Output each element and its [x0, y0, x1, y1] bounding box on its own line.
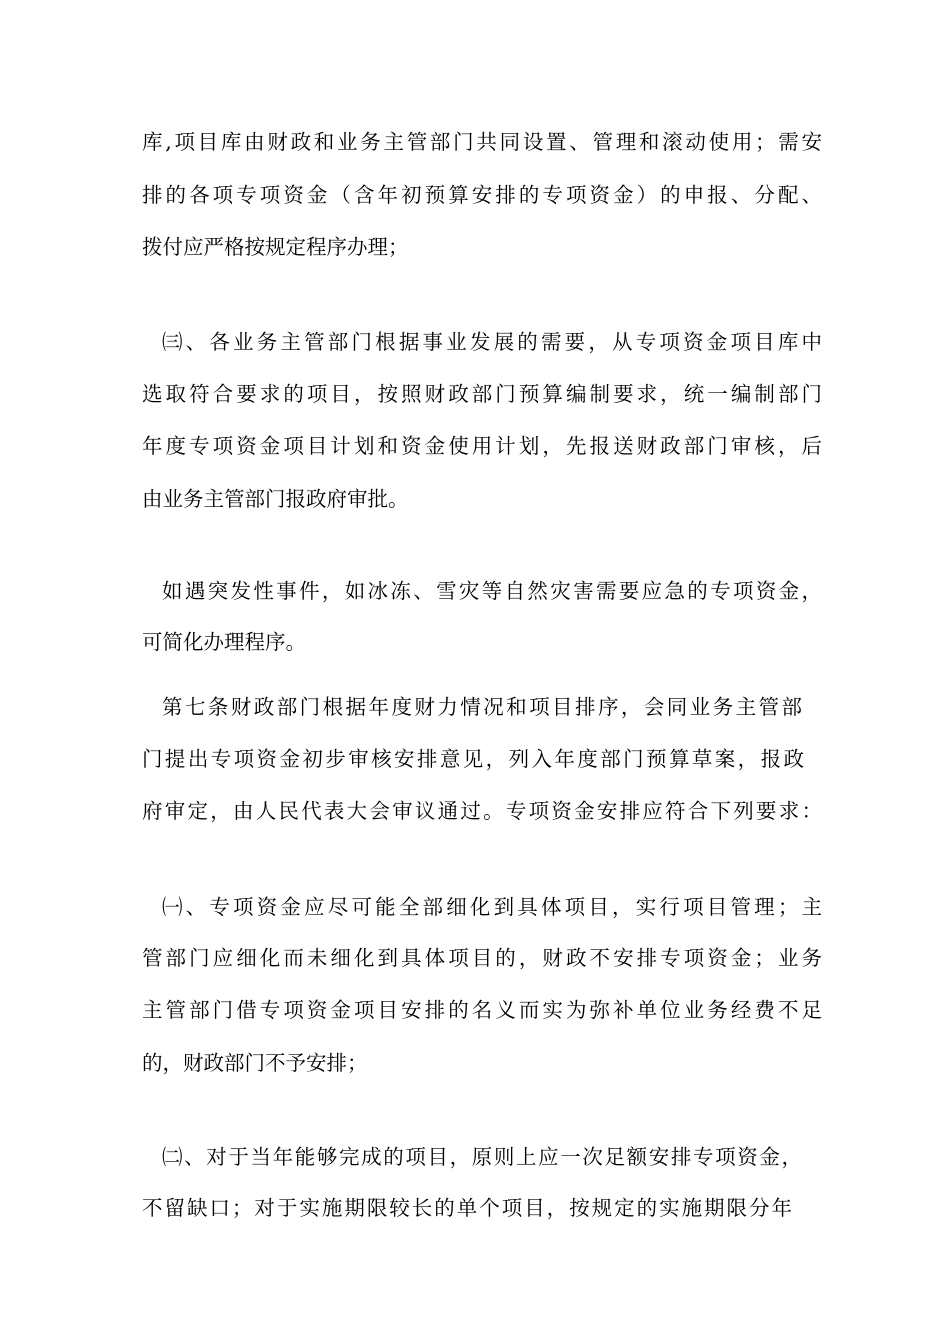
paragraph-1-line-1: 库,项目库由财政和业务主管部门共同设置、管理和滚动使用；需安	[142, 130, 822, 154]
paragraph-1-line-2: 排的各项专项资金（含年初预算安排的专项资金）的申报、分配、	[142, 183, 822, 207]
paragraph-5-line-3: 主管部门借专项资金项目安排的名义而实为弥补单位业务经费不足	[142, 998, 822, 1022]
paragraph-5-line-2: 管部门应细化而未细化到具体项目的，财政不安排专项资金；业务	[142, 946, 822, 970]
paragraph-3-line-1: 如遇突发性事件，如冰冻、雪灾等自然灾害需要应急的专项资金，	[162, 579, 822, 603]
paragraph-2-line-1: ㈢、各业务主管部门根据事业发展的需要，从专项资金项目库中	[162, 330, 822, 354]
paragraph-6-line-1: ㈡、对于当年能够完成的项目，原则上应一次足额安排专项资金，	[162, 1145, 802, 1169]
paragraph-5-line-1: ㈠、专项资金应尽可能全部细化到具体项目，实行项目管理；主	[162, 895, 822, 919]
paragraph-1-line-3: 拨付应严格按规定程序办理；	[142, 235, 409, 259]
paragraph-6-line-2: 不留缺口；对于实施期限较长的单个项目，按规定的实施期限分年	[142, 1196, 792, 1220]
paragraph-4-line-2: 门提出专项资金初步审核安排意见，列入年度部门预算草案，报政	[142, 747, 804, 771]
paragraph-2-line-3: 年度专项资金项目计划和资金使用计划，先报送财政部门审核，后	[142, 434, 822, 458]
paragraph-5-line-4: 的，财政部门不予安排；	[142, 1051, 368, 1075]
paragraph-2-line-4: 由业务主管部门报政府审批。	[142, 487, 409, 511]
paragraph-3-line-2: 可简化办理程序。	[142, 630, 306, 654]
paragraph-4-line-3: 府审定，由人民代表大会审议通过。专项资金安排应符合下列要求：	[142, 799, 822, 823]
paragraph-4-line-1: 第七条财政部门根据年度财力情况和项目排序，会同业务主管部	[162, 695, 802, 719]
paragraph-2-line-2: 选取符合要求的项目，按照财政部门预算编制要求，统一编制部门	[142, 382, 822, 406]
